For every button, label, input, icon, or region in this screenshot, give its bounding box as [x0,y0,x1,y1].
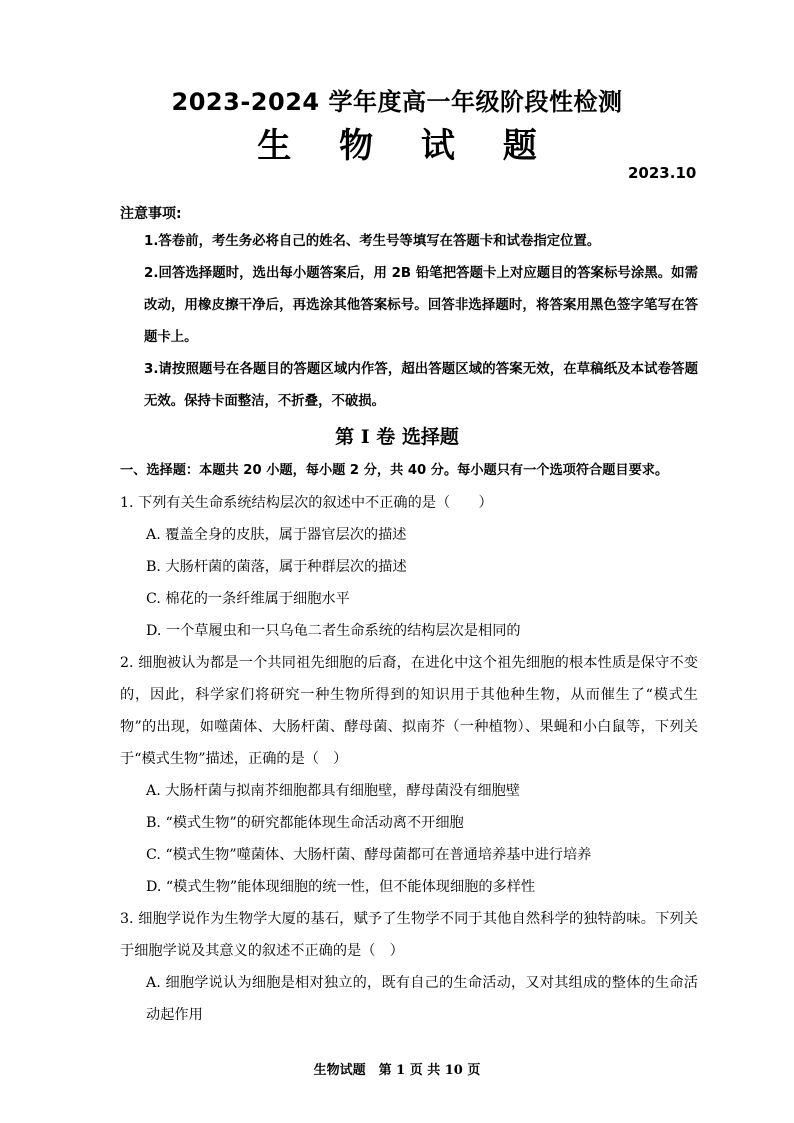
option-d: D. 一个草履虫和一只乌龟二者生命系统的结构层次是相同的 [146,623,521,639]
question-stem: 1. 下列有关生命系统结构层次的叙述中不正确的是（ ） [120,495,493,511]
question-3 [120,903,698,1031]
question-area [120,455,698,1031]
option-c: C. 棉花的一条纤维属于细胞水平 [146,591,350,607]
option-b: B. 大肠杆菌的菌落，属于种群层次的描述 [146,559,407,575]
option-c: C. “模式生物”噬菌体、大肠杆菌、酵母菌都可在普通培养基中进行培养 [146,847,592,863]
notice-item-2: 2.回答选择题时，选出每小题答案后，用 2B 铅笔把答题卡上对应题目的答案标号涂黑。如需改动，用橡皮擦干净后，再选涂其他答案标号。回答非选择题时，将答案用黑色签字笔写在答题卡上。 [144,266,698,345]
exam-title: 2023-2024 学年度高一年级阶段性检测 [171,88,623,116]
section-instruction: 一、选择题：本题共 20 小题，每小题 2 分，共 40 分。每小题只有一个选项符合题目要求。 [120,463,669,478]
notice-list [120,226,698,418]
notice-heading: 注意事项: [120,206,182,222]
notice-item-3: 3.请按照题号在各题目的答题区域内作答，超出答题区域的答案无效，在草稿纸及本试卷答题无效。保持卡面整洁，不折叠，不破损。 [144,362,698,409]
exam-date: 2023.10 [628,164,697,182]
question-1 [120,487,698,647]
option-a: A. 细胞学说认为细胞是相对独立的，既有自己的生命活动，又对其组成的整体的生命活动起作用 [146,975,698,1023]
question-2 [120,647,698,903]
option-b: B. “模式生物”的研究都能体现生命活动离不开细胞 [146,815,464,831]
option-a: A. 覆盖全身的皮肤，属于器官层次的描述 [146,527,407,543]
question-stem: 3. 细胞学说作为生物学大厦的基石，赋予了生物学不同于其他自然科学的独特韵味。下列关于细胞学说及其意义的叙述不正确的是（ ） [120,911,698,959]
section-title: 第 I 卷 选择题 [335,426,459,448]
subject-title: 生 物 试 题 [257,126,555,166]
notice-item-1: 1.答卷前，考生务必将自己的姓名、考生号等填写在答题卡和试卷指定位置。 [144,234,601,249]
page-footer: 生物试题 第 1 页 共 10 页 [313,1063,481,1078]
option-a: A. 大肠杆菌与拟南芥细胞都具有细胞壁，酵母菌没有细胞壁 [146,783,520,799]
question-stem: 2. 细胞被认为都是一个共同祖先细胞的后裔，在进化中这个祖先细胞的根本性质是保守不变的，因此，科学家们将研究一种生物所得到的知识用于其他种生物，从而催生了“模式生物”的出现，如噬菌体、大肠杆菌、酵母菌、拟南芥（一种植物）、果蝇和小白鼠等，下列关于“模式生物”描述，正确的是（ ） [120,655,698,767]
option-d: D. “模式生物”能体现细胞的统一性，但不能体现细胞的多样性 [146,879,536,895]
